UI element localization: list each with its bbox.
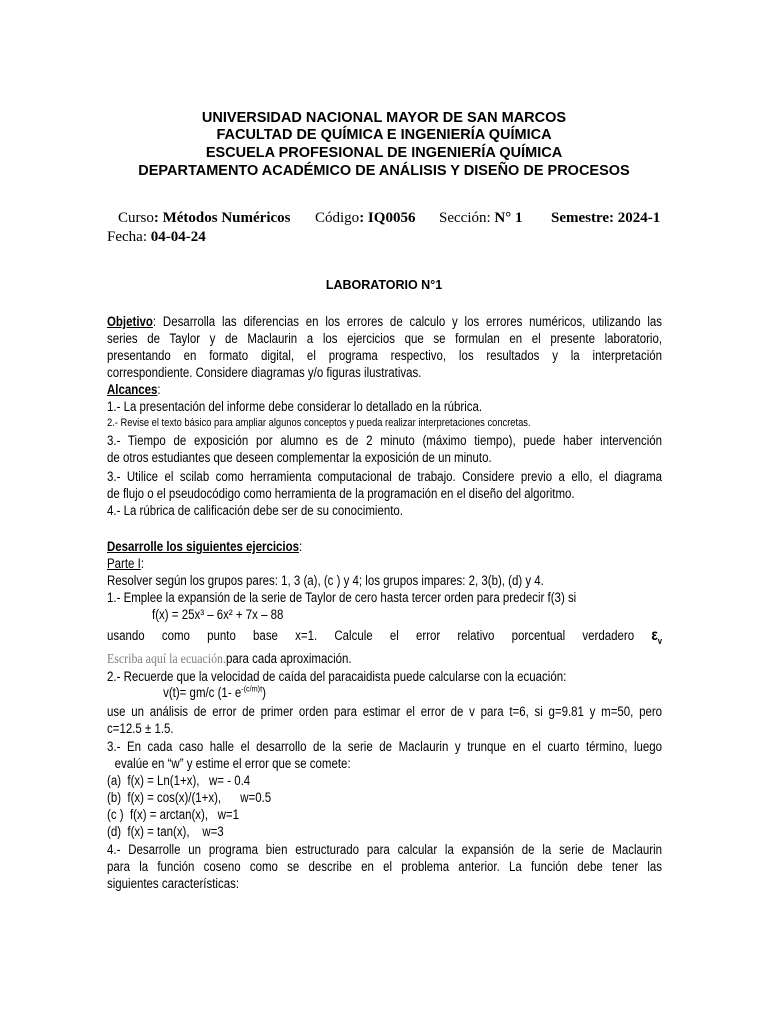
problem-1-approx-line: [107, 650, 662, 668]
scope-item: de flujo o el pseudocódigo como herramienta de la programación en el diseño del algoritmo.: [107, 486, 575, 501]
objective-line-2: series de Taylor y de Maclaurin a los ejercicios que se formulan en el presente laboratorio,: [107, 331, 663, 346]
epsilon-subscript: v: [657, 636, 663, 647]
equation-placeholder[interactable]: Escriba aquí la ecuación.: [107, 652, 226, 667]
course-label: Curso: [118, 210, 154, 226]
date-value: 04-04-24: [150, 229, 206, 245]
problem-1-base-point: [107, 627, 663, 647]
scope-colon: :: [157, 382, 161, 397]
equation-close: ): [262, 685, 266, 700]
scope-label: Alcances: [107, 382, 158, 397]
document-body: [107, 0, 662, 900]
lab-title: LABORATORIO N°1: [325, 278, 443, 292]
objective-line-4: correspondiente. Considere diagramas y/o figuras ilustrativas.: [107, 365, 422, 380]
problem-3-item: (a) f(x) = Ln(1+x), w= - 0.4: [107, 773, 251, 788]
part-colon: :: [140, 556, 145, 571]
problem-1-text: 1.- Emplee la expansión de la serie de Taylor de cero hasta tercer orden para predecir f(3) si: [107, 590, 577, 605]
problem-3-item: (b) f(x) = cos(x)/(1+x), w=0.5: [107, 790, 272, 805]
problem-2-analysis: use un análisis de error de primer orden para estimar el error de v para t=6, si g=9.81 y m=50, pero: [107, 704, 663, 719]
problem-3-text: 3.- En cada caso halle el desarrollo de la serie de Maclaurin y trunque en el cuarto término, luego: [107, 739, 663, 754]
group-assignment: Resolver según los grupos pares: 1, 3 (a), (c ) y 4; los grupos impares: 2, 3(b), (d) y 4.: [107, 573, 544, 588]
code-label: Código: [315, 210, 360, 226]
part-heading: [107, 555, 662, 572]
faculty-name: FACULTAD DE QUÍMICA E INGENIERÍA QUÍMICA: [216, 127, 552, 143]
scope-item: 1.- La presentación del informe debe considerar lo detallado en la rúbrica.: [107, 399, 483, 414]
problem-4-line-2: para la función coseno como se describe en el problema anterior. La función debe tener las: [107, 859, 663, 874]
problem-2-equation: [163, 684, 718, 701]
problem-1-base-text: usando como punto base x=1. Calcule el error relativo porcentual verdadero: [107, 628, 635, 643]
section-value: N° 1: [494, 210, 523, 226]
date-label: Fecha:: [107, 229, 147, 245]
school-name: ESCUELA PROFESIONAL DE INGENIERÍA QUÍMICA: [205, 145, 563, 161]
problem-4-line-3: siguientes características:: [107, 876, 240, 891]
scope-item: 3.- Utilice el scilab como herramienta computacional de trabajo. Considere previo a ello, el diagrama: [107, 469, 663, 484]
scope-item: 4.- La rúbrica de calificación debe ser de su conocimiento.: [107, 503, 403, 518]
problem-2-value: c=12.5 ± 1.5.: [107, 721, 174, 736]
scope-item: de otros estudiantes que deseen complementar la exposición de un minuto.: [107, 450, 492, 465]
scope-heading: [107, 381, 662, 398]
part-label: Parte I: [107, 556, 141, 571]
objective-line-3: presentando en formato digital, el programa respectivo, los resultados y la interpretación: [107, 348, 663, 363]
exercises-heading-colon: :: [298, 539, 303, 554]
section-label: Sección:: [439, 210, 491, 226]
problem-1-function: f(x) = 25x³ – 6x² + 7x – 88: [152, 607, 284, 622]
problem-3-item: (c ) f(x) = arctan(x), w=1: [107, 807, 239, 822]
problem-3-text-cont: evalúe en “w” y estime el error que se comete:: [114, 756, 351, 771]
code-value: : IQ0056: [359, 210, 416, 226]
course-value: : Métodos Numéricos: [153, 210, 291, 226]
equation-exponent: -(c/m)t: [241, 683, 263, 694]
problem-4-line-1: 4.- Desarrolle un programa bien estructurado para calcular la expansión de la serie de Maclaurin: [107, 842, 663, 857]
equation-main: v(t)= gm/c (1- e: [163, 685, 242, 700]
epsilon-glyph: ε: [651, 627, 658, 644]
university-name: UNIVERSIDAD NACIONAL MAYOR DE SAN MARCOS: [201, 110, 567, 126]
scope-item: 2.- Revise el texto básico para ampliar algunos conceptos y pueda realizar interpretaciones concretas.: [107, 417, 531, 429]
scope-item: 3.- Tiempo de exposición por alumno es de 2 minuto (máximo tiempo), puede haber intervención: [107, 433, 663, 448]
semester-field: Semestre: 2024-1: [551, 210, 661, 226]
exercises-heading: [107, 538, 662, 555]
department-name: DEPARTAMENTO ACADÉMICO DE ANÁLISIS Y DISEÑO DE PROCESOS: [138, 163, 630, 179]
epsilon-symbol: [651, 627, 663, 647]
objective-label: Objetivo: [107, 314, 153, 329]
problem-1-approx-text: para cada aproximación.: [225, 651, 352, 666]
objective-text: : Desarrolla las diferencias en los errores de calculo y los errores numéricos, utilizando las: [152, 314, 663, 329]
problem-2-text: 2.- Recuerde que la velocidad de caída del paracaidista puede calcularse con la ecuación:: [107, 669, 567, 684]
problem-3-item: (d) f(x) = tan(x), w=3: [107, 824, 224, 839]
exercises-heading-text: Desarrolle los siguientes ejercicios: [107, 539, 299, 554]
objective-line-1: [107, 313, 662, 330]
